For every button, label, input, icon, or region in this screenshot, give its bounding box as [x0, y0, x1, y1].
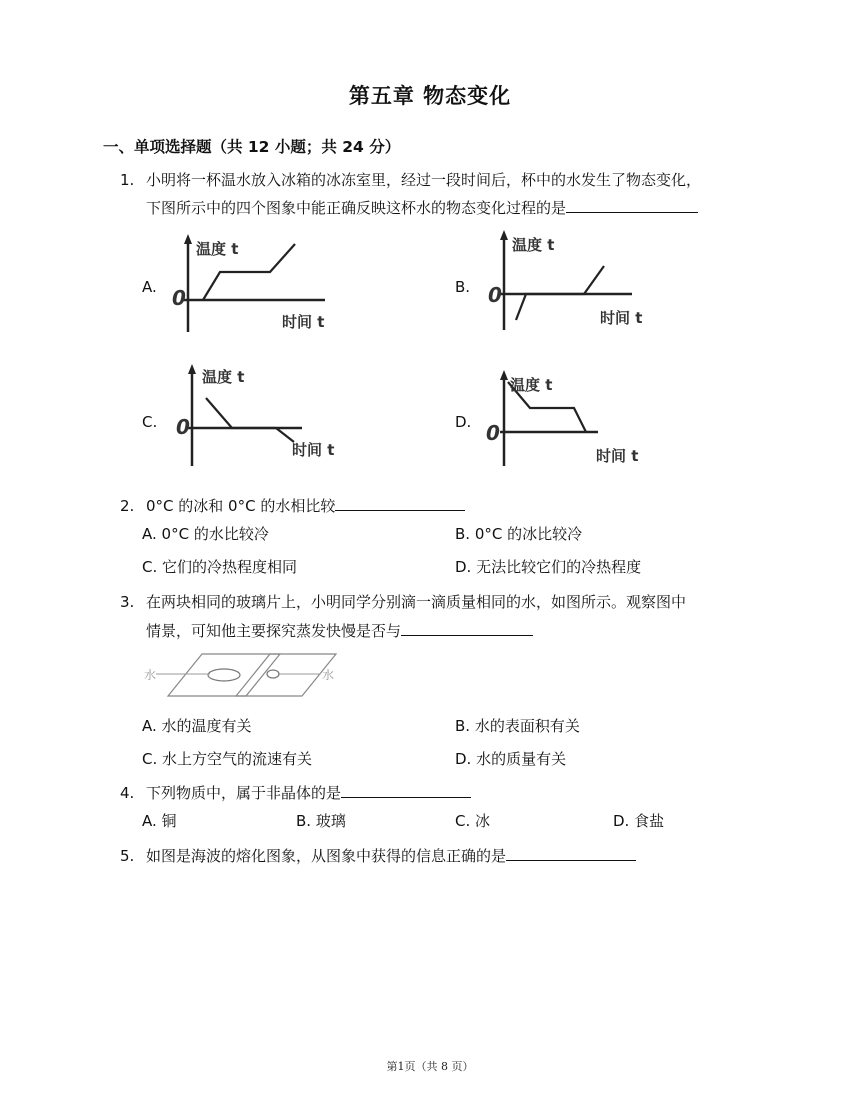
question-5-number: 5. — [120, 847, 135, 865]
graph-a — [170, 232, 340, 340]
graph-c-xlabel: 时间 t — [292, 441, 335, 459]
answer-blank — [401, 619, 533, 636]
y-axis-arrow-icon — [188, 364, 196, 374]
graph-c-ylabel: 温度 t — [202, 368, 245, 386]
q1-option-b-label: B. — [455, 278, 471, 296]
q1-option-a-label: A. — [142, 278, 157, 296]
question-5-text: 如图是海波的熔化图象，从图象中获得的信息正确的是 — [146, 847, 507, 865]
water-drop-small — [267, 670, 279, 678]
graph-d-ylabel: 温度 t — [510, 376, 553, 394]
graph-a-origin: 0 — [172, 286, 186, 310]
question-5-line — [146, 844, 636, 868]
question-4-number: 4. — [120, 784, 135, 802]
y-axis-arrow-icon — [500, 370, 508, 380]
question-3-number: 3. — [120, 593, 135, 611]
graph-b-xlabel: 时间 t — [600, 309, 643, 327]
glass-plate-left — [168, 654, 280, 696]
graph-d-origin: 0 — [486, 421, 500, 445]
graph-a-xlabel: 时间 t — [282, 313, 325, 331]
question-3-line2 — [146, 619, 533, 643]
question-2-text: 0°C 的冰和 0°C 的水相比较 — [146, 497, 336, 515]
page-footer: 第1页（共 8 页） — [386, 1060, 474, 1073]
graph-a-ylabel: 温度 t — [196, 240, 239, 258]
q4-option-d: D. 食盐 — [613, 812, 665, 830]
page-title: 第五章 物态变化 — [348, 84, 512, 108]
y-axis-arrow-icon — [184, 234, 192, 244]
graph-c — [172, 362, 342, 470]
answer-blank — [335, 494, 465, 511]
question-1-number: 1. — [120, 171, 135, 189]
water-label-right: 水 — [322, 668, 335, 682]
graph-d-xlabel: 时间 t — [596, 447, 639, 465]
graph-b — [484, 228, 654, 338]
question-1-line1: 小明将一杯温水放入冰箱的冰冻室里，经过一段时间后，杯中的水发生了物态变化， — [146, 171, 702, 189]
question-1-line2 — [146, 196, 698, 220]
q2-option-a: A. 0°C 的水比较冷 — [142, 525, 269, 543]
question-4-line — [146, 781, 471, 805]
section-heading: 一、单项选择题（共 12 小题；共 24 分） — [103, 138, 401, 156]
q3-option-d: D. 水的质量有关 — [455, 750, 567, 768]
graph-c-origin: 0 — [176, 415, 190, 439]
q3-option-c: C. 水上方空气的流速有关 — [142, 750, 313, 768]
question-2-number: 2. — [120, 497, 135, 515]
question-1-text: 下图所示中的四个图象中能正确反映这杯水的物态变化过程的是 — [146, 199, 567, 217]
q3-option-b: B. 水的表面积有关 — [455, 717, 580, 735]
q2-option-b: B. 0°C 的冰比较冷 — [455, 525, 583, 543]
q1-option-c-label: C. — [142, 413, 158, 431]
question-3-text: 情景，可知他主要探究蒸发快慢是否与 — [146, 622, 402, 640]
answer-blank — [341, 781, 471, 798]
question-4-text: 下列物质中，属于非晶体的是 — [146, 784, 342, 802]
graph-b-ylabel: 温度 t — [512, 236, 555, 254]
answer-blank — [506, 844, 636, 861]
graph-b-origin: 0 — [488, 283, 502, 307]
question-2-line — [146, 494, 465, 518]
q1-option-d-label: D. — [455, 413, 472, 431]
q2-option-d: D. 无法比较它们的冷热程度 — [455, 558, 642, 576]
water-drop-large — [208, 669, 240, 681]
water-label-left: 水 — [144, 668, 157, 682]
question-3-line1: 在两块相同的玻璃片上，小明同学分别滴一滴质量相同的水，如图所示。观察图中 — [146, 593, 687, 611]
graph-c-curve — [206, 398, 294, 442]
y-axis-arrow-icon — [500, 230, 508, 240]
graph-d — [484, 368, 660, 470]
q4-option-b: B. 玻璃 — [296, 812, 346, 830]
q2-option-c: C. 它们的冷热程度相同 — [142, 558, 298, 576]
q3-option-a: A. 水的温度有关 — [142, 717, 252, 735]
evaporation-figure — [140, 650, 340, 702]
q4-option-a: A. 铜 — [142, 812, 177, 830]
q4-option-c: C. 冰 — [455, 812, 491, 830]
answer-blank — [566, 196, 698, 213]
